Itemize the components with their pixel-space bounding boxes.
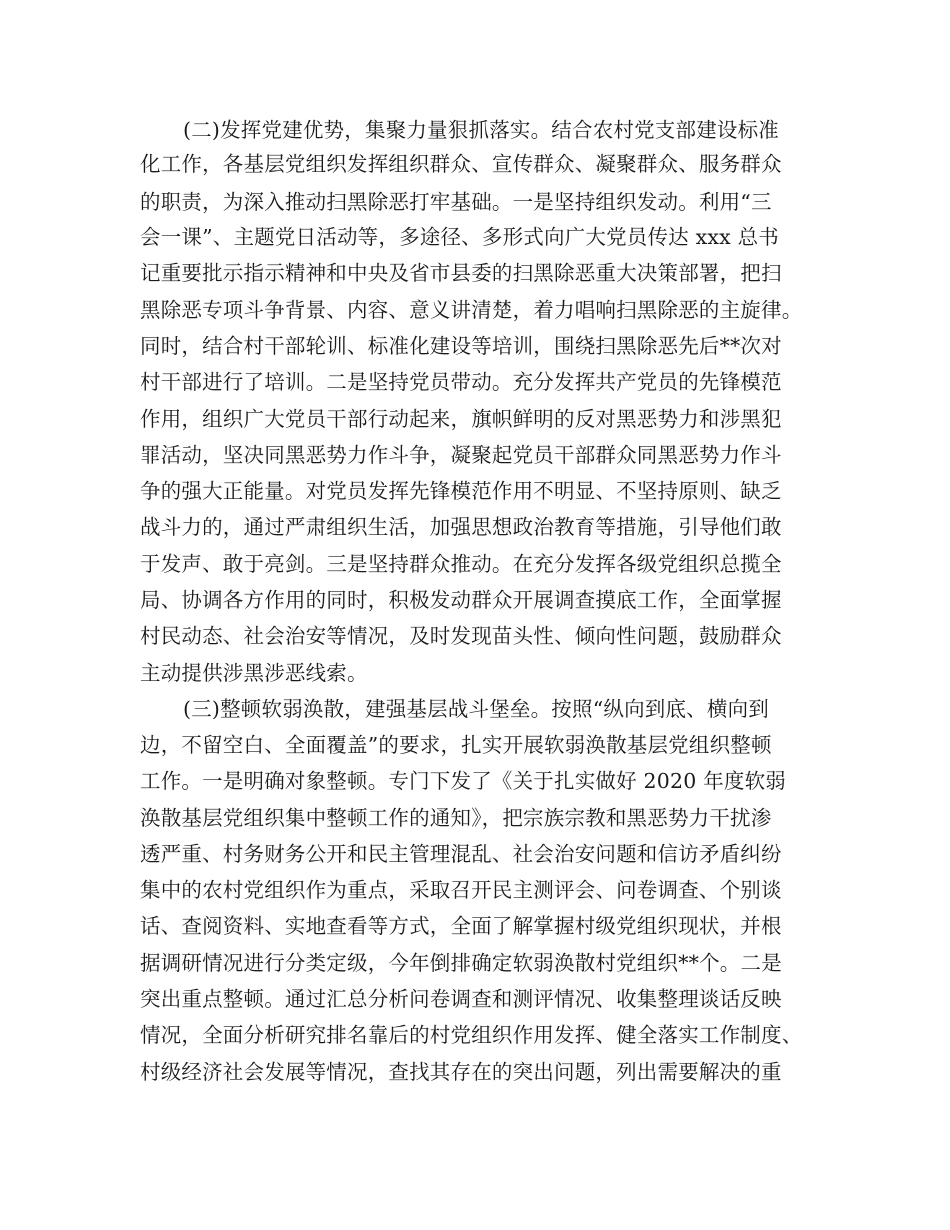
- text-line: 边，不留空白、全面覆盖”的要求，扎实开展软弱涣散基层党组织整顿: [140, 733, 772, 757]
- text-line: 情况，全面分析研究排名靠后的村党组织作用发挥、健全落实工作制度、: [140, 1023, 803, 1047]
- text-line: 同时，结合村干部轮训、标准化建设等培训，围绕扫黑除恶先后**次对: [140, 334, 782, 358]
- text-line: 据调研情况进行分类定级，今年倒排确定软弱涣散村党组织**个。二是: [140, 951, 782, 975]
- text-line: 工作。一是明确对象整顿。专门下发了《关于扎实做好 2020 年度软弱: [140, 769, 787, 793]
- text-line: 会一课”、主题党日活动等，多途径、多形式向广大党员传达 xxx 总书: [140, 225, 779, 249]
- text-line: 村级经济社会发展等情况，查找其存在的突出问题，列出需要解决的重: [140, 1060, 782, 1084]
- text-line: 话、查阅资料、实地查看等方式，全面了解掌握村级党组织现状，并根: [140, 914, 782, 938]
- text-line: 村民动态、社会治安等情况，及时发现苗头性、倾向性问题，鼓励群众: [140, 624, 782, 648]
- text-line: 村干部进行了培训。二是坚持党员带动。充分发挥共产党员的先锋模范: [140, 370, 782, 394]
- text-line: (二)发挥党建优势，集聚力量狠抓落实。结合农村党支部建设标准: [183, 118, 779, 142]
- text-line: 局、协调各方作用的同时，积极发动群众开展调查摸底工作，全面掌握: [140, 588, 782, 612]
- text-line: 突出重点整顿。通过汇总分析问卷调查和测评情况、收集整理谈话反映: [140, 987, 782, 1011]
- text-line: 罪活动，坚决同黑恶势力作斗争，凝聚起党员干部群众同黑恶势力作斗: [140, 443, 782, 467]
- text-line: 集中的农村党组织作为重点，采取召开民主测评会、问卷调查、个别谈: [140, 878, 782, 902]
- text-line: (三)整顿软弱涣散，建强基层战斗堡垒。按照“纵向到底、横向到: [183, 697, 769, 721]
- text-line: 主动提供涉黑涉恶线索。: [140, 661, 368, 685]
- text-line: 的职责，为深入推动扫黑除恶打牢基础。一是坚持组织发动。利用“三: [140, 190, 772, 214]
- text-line: 黑除恶专项斗争背景、内容、意义讲清楚，着力唱响扫黑除恶的主旋律。: [140, 298, 803, 322]
- text-line: 记重要批示指示精神和中央及省市县委的扫黑除恶重大决策部署，把扫: [140, 261, 782, 285]
- text-line: 化工作，各基层党组织发挥组织群众、宣传群众、凝聚群众、服务群众: [140, 152, 782, 176]
- text-line: 作用，组织广大党员干部行动起来，旗帜鲜明的反对黑恶势力和涉黑犯: [140, 407, 782, 431]
- text-line: 争的强大正能量。对党员发挥先锋模范作用不明显、不坚持原则、缺乏: [140, 479, 782, 503]
- text-line: 战斗力的，通过严肃组织生活，加强思想政治教育等措施，引导他们敢: [140, 515, 782, 539]
- text-line: 涣散基层党组织集中整顿工作的通知》，把宗族宗教和黑恶势力干扰渗: [140, 806, 772, 830]
- text-line: 于发声、敢于亮剑。三是坚持群众推动。在充分发挥各级党组织总揽全: [140, 552, 782, 576]
- text-line: 透严重、村务财务公开和民主管理混乱、社会治安问题和信访矛盾纠纷: [140, 842, 782, 866]
